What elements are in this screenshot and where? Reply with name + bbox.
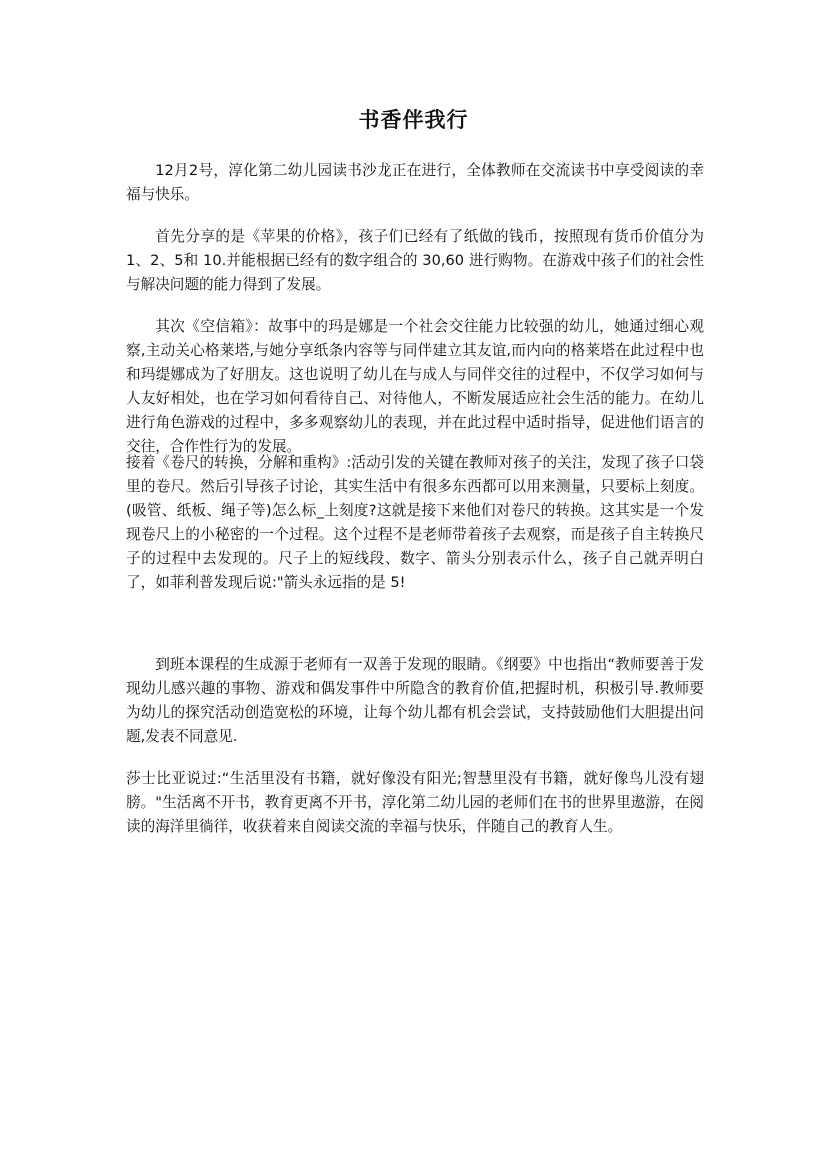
paragraph-tape-measure: 接着《卷尺的转换，分解和重构》:活动引发的关键在教师对孩子的关注，发现了孩子口袋里的卷尺。然后引导孩子讨论，其实生活中有很多东西都可以用来测量，只要标上刻度。(吸管、纸板、绳子等)怎么标_上刻度?这就是接下来他们对卷尺的转换。这其实是一个发现卷尺上的小秘密的一个过程。这个过程不是老师带着孩子去观察，而是孩子自主转换尺子的过程中去发现的。尺子上的短线段、数字、箭头分别表示什么，孩子自己就弄明白了，如菲利普发现后说:"箭头永远指的是 5! <box>126 454 704 591</box>
document-title: 书香伴我行 <box>358 107 469 132</box>
paragraph-apple-price: 首先分享的是《苹果的价格》，孩子们已经有了纸做的钱币，按照现有货币价值分为 1、2、5和 10.并能根据已经有的数字组合的 30,60 进行购物。在游戏中孩子们的社会性与解决问题的能力得到了发展。 <box>126 228 704 293</box>
paragraph-empty-mailbox: 其次《空信箱》：故事中的玛是娜是一个社会交往能力比较强的幼儿，她通过细心观察,主动关心格莱塔,与她分享纸条内容等与同伴建立其友谊,而内向的格莱塔在此过程中也和玛缇娜成为了好朋友。这也说明了幼儿在与成人与同伴交往的过程中，不仅学习如何与人友好相处，也在学习如何看待自己、对待他人，不断发展适应社会生活的能力。在幼儿进行角色游戏的过程中，多多观察幼儿的表现，并在此过程中适时指导，促进他们语言的交往，合作性行为的发展。 <box>126 318 704 455</box>
paragraph-shakespeare-quote: 莎士比亚说过:“生活里没有书籍，就好像没有阳光;智慧里没有书籍，就好像鸟儿没有翅膀。"生活离不开书，教育更离不开书，淳化第二幼儿园的老师们在书的世界里遨游，在阅读的海洋里徜徉，收获着来自阅读交流的幸福与快乐，伴随自己的教育人生。 <box>126 770 704 835</box>
paragraph-class-curriculum: 到班本课程的生成源于老师有一双善于发现的眼睛。《纲要》中也指出“教师要善于发现幼儿感兴趣的事物、游戏和偶发事件中所隐含的教育价值,把握时机，积极引导.教师要为幼儿的探究活动创造宽松的环境，让每个幼儿都有机会尝试，支持鼓励他们大胆提出问题,发表不同意见. <box>126 656 704 745</box>
paragraph-intro: 12月2号，淳化第二幼儿园读书沙龙正在进行，全体教师在交流读书中享受阅读的幸福与快乐。 <box>126 162 704 203</box>
